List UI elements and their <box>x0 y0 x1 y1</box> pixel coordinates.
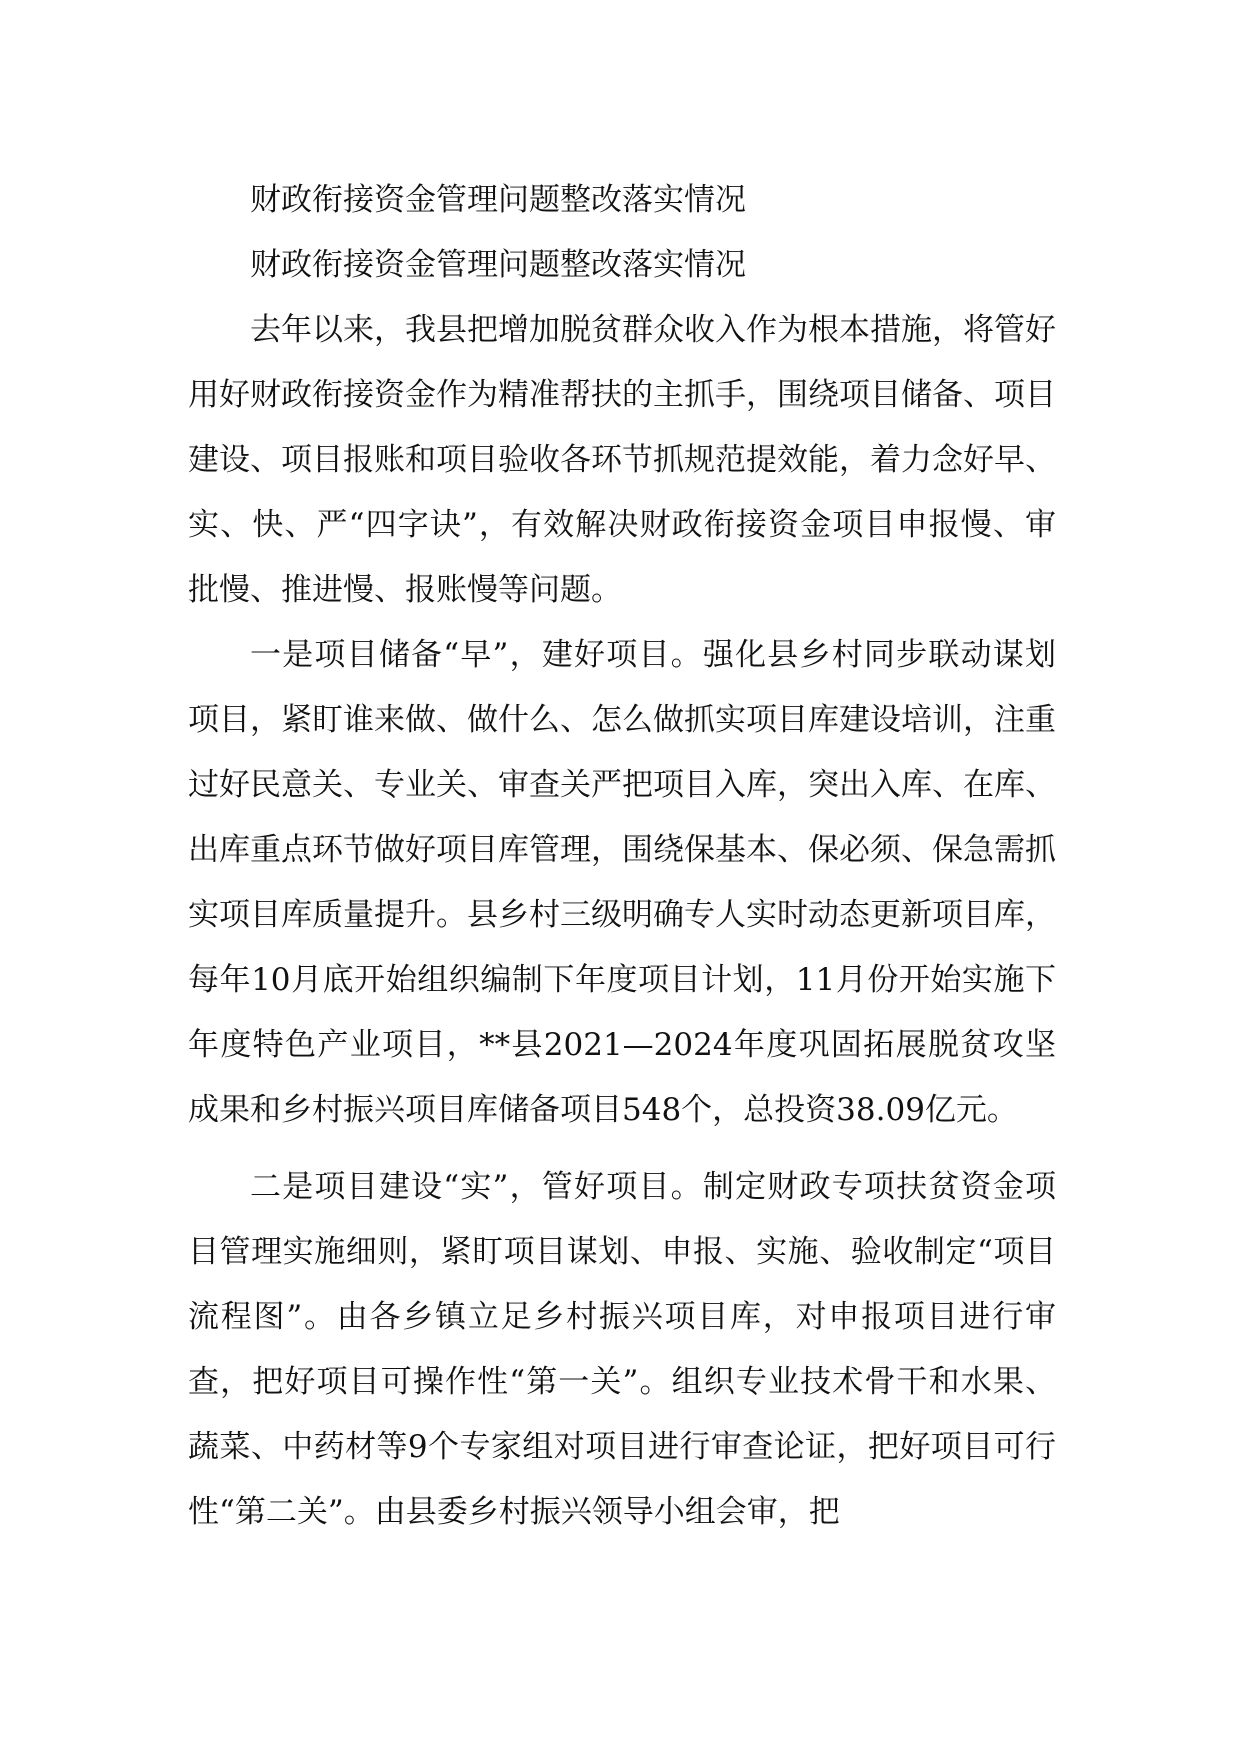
paragraph-project-construction: 二是项目建设“实”，管好项目。制定财政专项扶贫资金项目管理实施细则，紧盯项目谋划、申报、实施、验收制定“项目流程图”。由各乡镇立足乡村振兴项目库，对申报项目进行审查，把好项目可操作性“第一关”。组织专业技术骨干和水果、蔬菜、中药材等9个专家组对项目进行审查论证，把好项目可行性“第二关”。由县委乡村振兴领导小组会审，把 <box>188 1169 1056 1530</box>
document-title-line-1: 财政衔接资金管理问题整改落实情况 <box>250 182 746 218</box>
document-title-line-2: 财政衔接资金管理问题整改落实情况 <box>250 247 746 283</box>
paragraph-intro: 去年以来，我县把增加脱贫群众收入作为根本措施，将管好用好财政衔接资金作为精准帮扶的主抓手，围绕项目储备、项目建设、项目报账和项目验收各环节抓规范提效能，着力念好早、实、快、严“四字诀”，有效解决财政衔接资金项目申报慢、审批慢、推进慢、报账慢等问题。 <box>188 312 1056 608</box>
document-body <box>188 168 1056 1545</box>
paragraph-project-reserve: 一是项目储备“早”，建好项目。强化县乡村同步联动谋划项目，紧盯谁来做、做什么、怎么做抓实项目库建设培训，注重过好民意关、专业关、审查关严把项目入库，突出入库、在库、出库重点环节做好项目库管理，围绕保基本、保必须、保急需抓实项目库质量提升。县乡村三级明确专人实时动态更新项目库，每年10月底开始组织编制下年度项目计划，11月份开始实施下年度特色产业项目，**县2021—2024年度巩固拓展脱贫攻坚成果和乡村振兴项目库储备项目548个，总投资38.09亿元。 <box>188 637 1056 1128</box>
